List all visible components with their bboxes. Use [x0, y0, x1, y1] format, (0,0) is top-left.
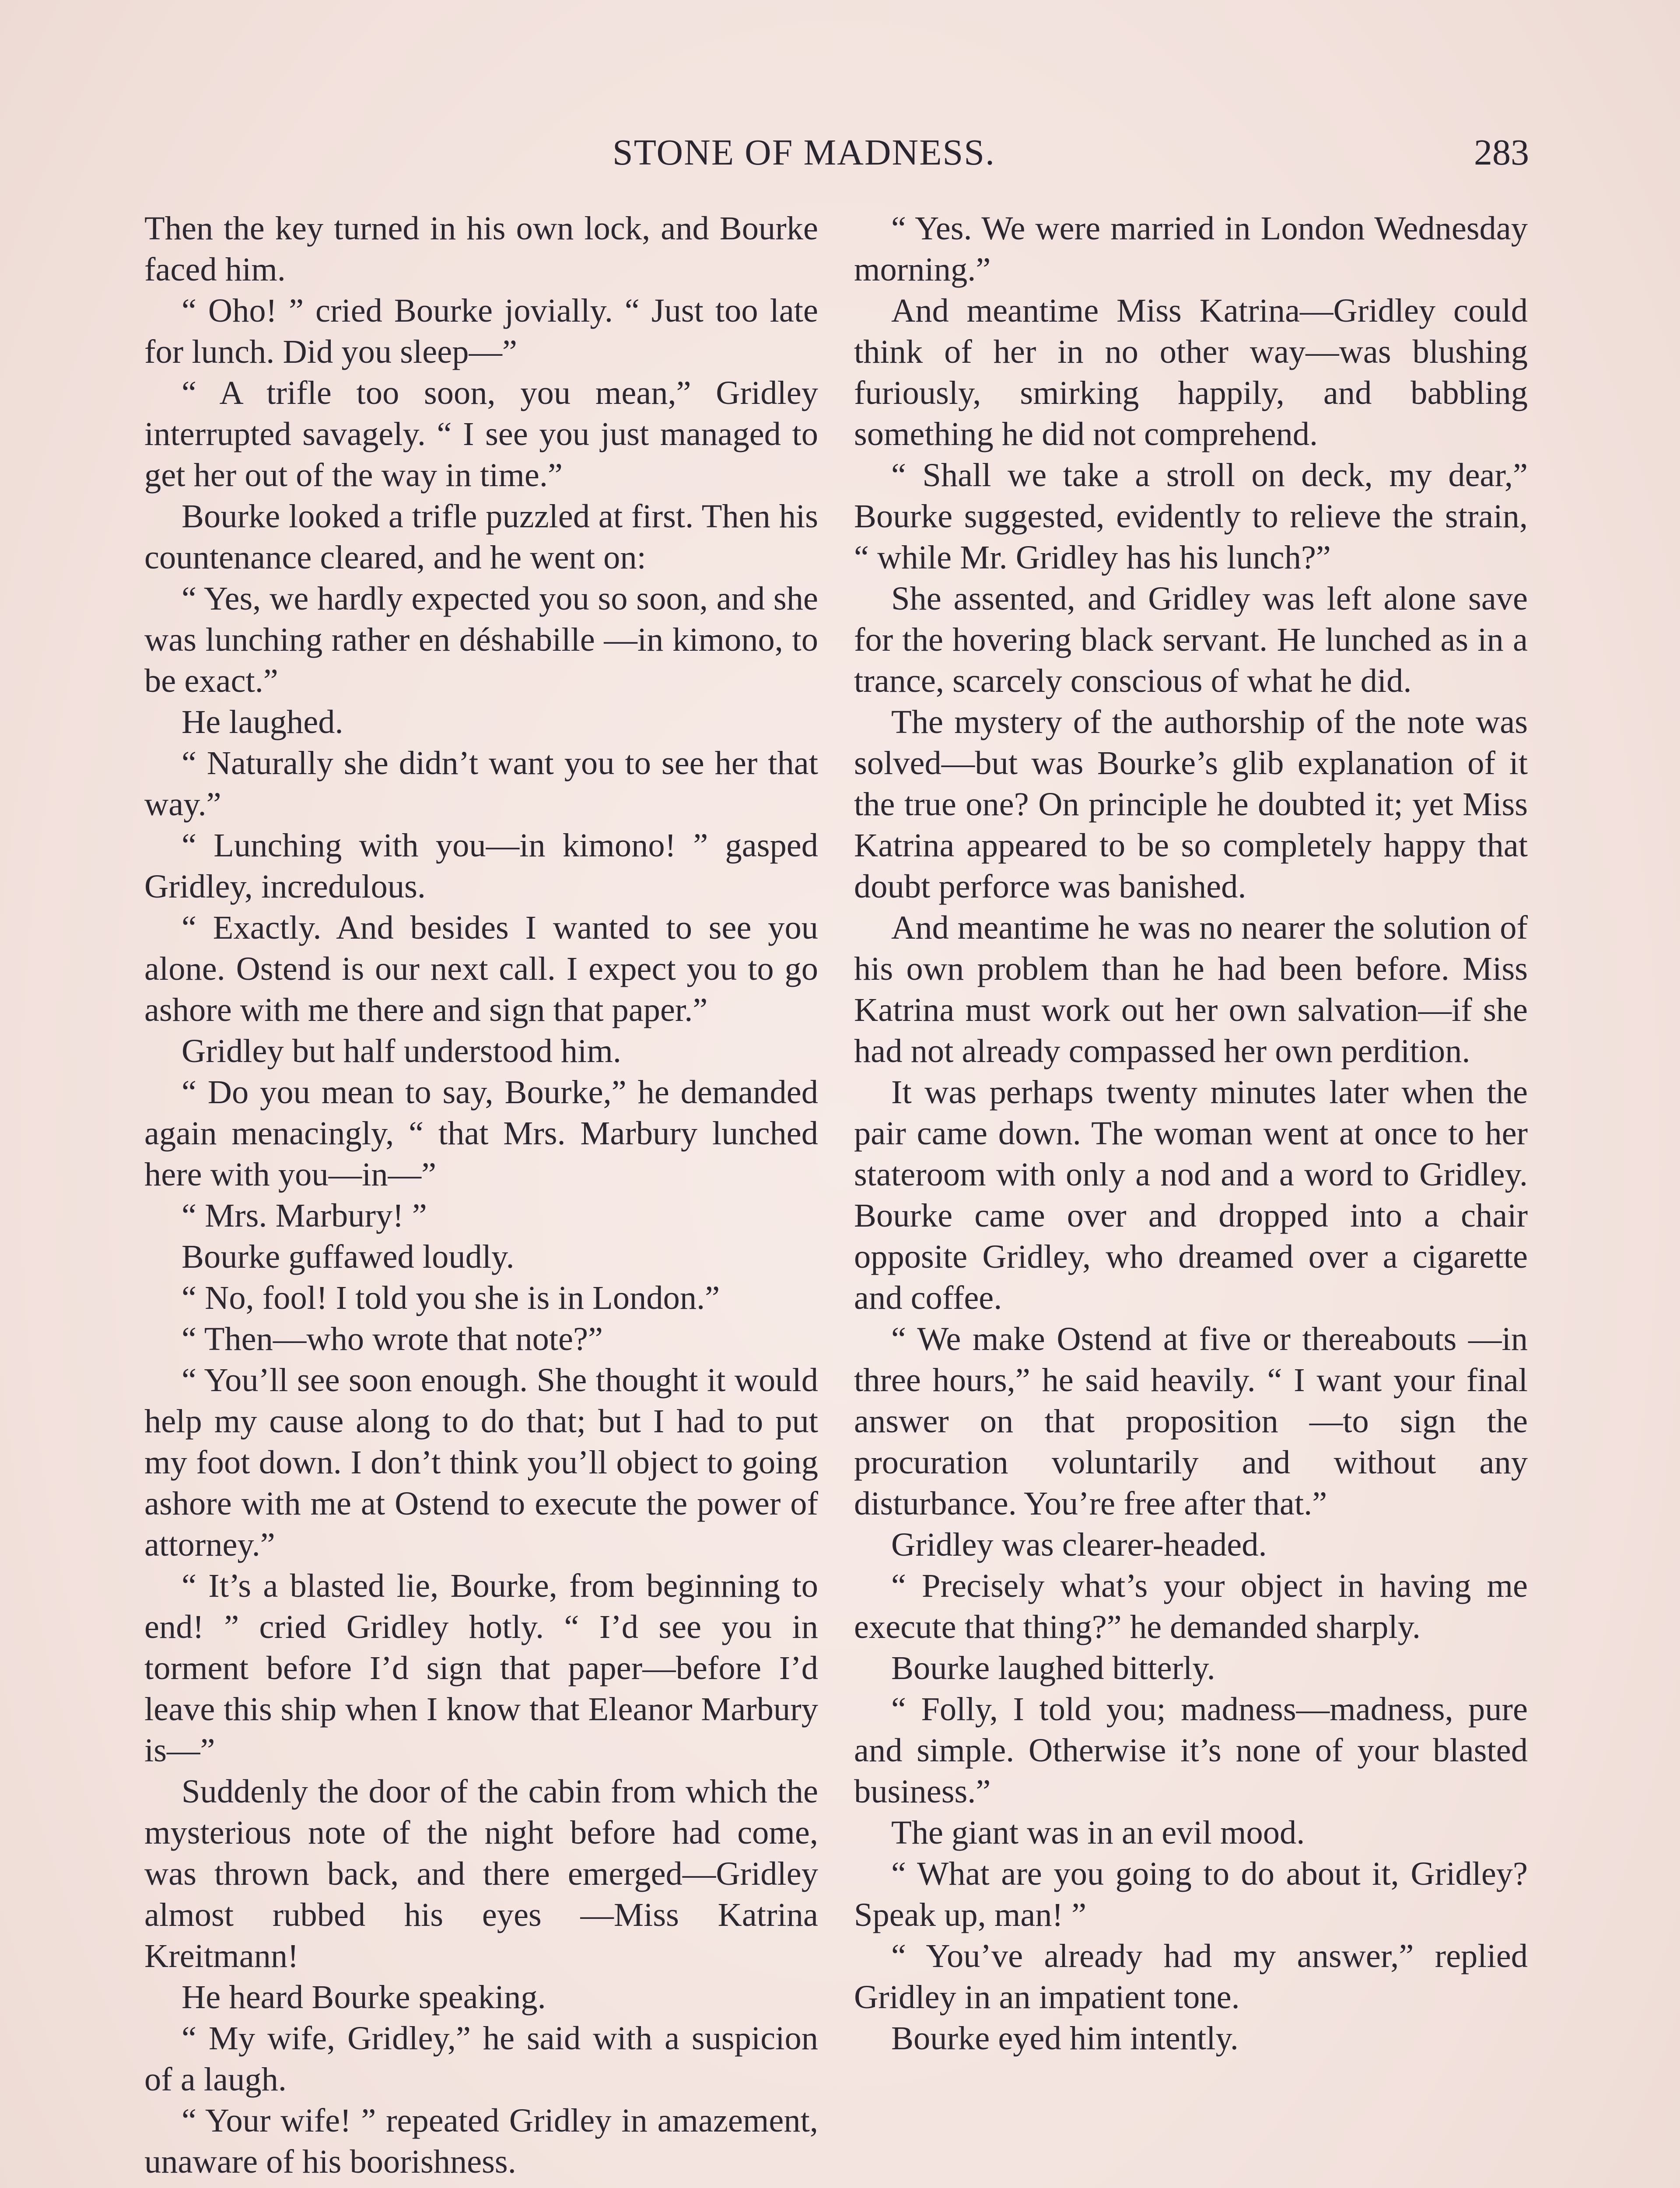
paragraph: “ Do you mean to say, Bourke,” he demanded again menacingly, “ that Mrs. Marbury lunched here with you—in—”	[144, 1073, 818, 1193]
paragraph: “ My wife, Gridley,” he said with a suspicion of a laugh.	[144, 2020, 818, 2098]
paragraph: Bourke eyed him intently.	[891, 2020, 1239, 2057]
paragraph: “ Then—who wrote that note?”	[182, 1320, 603, 1357]
paragraph: Gridley was clearer-headed.	[891, 1526, 1267, 1563]
paragraph: Then the key turned in his own lock, and Bourke faced him.	[144, 210, 818, 288]
paragraph: “ A trifle too soon, you mean,” Gridley interrupted savagely. “ I see you just managed to get her out of the way in time.”	[144, 374, 818, 494]
paragraph: “ No, fool! I told you she is in London.”	[182, 1279, 720, 1316]
paragraph: “ You’ll see soon enough. She thought it would help my cause along to do that; but I had to put my foot down. I don’t think you’ll object to going ashore with me at Ostend to execute the power of attorney.”	[144, 1361, 818, 1563]
running-title: STONE OF MADNESS.	[612, 132, 995, 173]
paragraph: “ Precisely what’s your object in having me execute that thing?” he demanded sharply.	[854, 1567, 1528, 1645]
paragraph: “ Yes. We were married in London Wednesday morning.”	[854, 210, 1528, 288]
left-column	[144, 208, 818, 2182]
paragraph: “ Your wife! ” repeated Gridley in amazement, unaware of his boorishness.	[144, 2102, 818, 2180]
paragraph: “ Mrs. Marbury! ”	[182, 1197, 427, 1234]
paragraph: “ Folly, I told you; madness—madness, pure and simple. Otherwise it’s none of your blasted business.”	[854, 1690, 1528, 1810]
paragraph: “ Oho! ” cried Bourke jovially. “ Just too late for lunch. Did you sleep—”	[144, 292, 818, 370]
paragraph: “ Shall we take a stroll on deck, my dear,” Bourke suggested, evidently to relieve the strain, “ while Mr. Gridley has his lunch?”	[854, 456, 1528, 576]
paragraph: Bourke guffawed loudly.	[182, 1238, 514, 1275]
paragraph: The mystery of the authorship of the note was solved—but was Bourke’s glib explanation of it the true one? On principle he doubted it; yet Miss Katrina appeared to be so completely happy that doubt perforce was banished.	[854, 703, 1528, 905]
paragraph: He laughed.	[182, 703, 343, 740]
right-column	[854, 208, 1528, 2059]
paragraph: The giant was in an evil mood.	[891, 1814, 1305, 1851]
paragraph: And meantime he was no nearer the solution of his own problem than he had been before. Miss Katrina must work out her own salvation—if she had not already compassed her own perdition.	[854, 909, 1528, 1069]
paragraph: “ It’s a blasted lie, Bourke, from beginning to end! ” cried Gridley hotly. “ I’d see you in torment before I’d sign that paper—before I’d leave this ship when I know that Eleanor Marbury is—”	[144, 1567, 818, 1769]
paragraph: “ Yes, we hardly expected you so soon, and she was lunching rather en déshabille —in kimono, to be exact.”	[144, 580, 818, 699]
paragraph: Suddenly the door of the cabin from which the mysterious note of the night before had come, was thrown back, and there emerged—Gridley almost rubbed his eyes —Miss Katrina Kreitmann!	[144, 1773, 818, 1974]
paragraph: “ What are you going to do about it, Gridley? Speak up, man! ”	[854, 1855, 1528, 1933]
paragraph: “ Naturally she didn’t want you to see her that way.”	[144, 744, 818, 823]
paragraph: “ You’ve already had my answer,” replied Gridley in an impatient tone.	[854, 1937, 1528, 2016]
paragraph: He heard Bourke speaking.	[182, 1978, 546, 2016]
paragraph: Bourke looked a trifle puzzled at first. Then his countenance cleared, and he went on:	[144, 498, 818, 576]
paragraph: And meantime Miss Katrina—Gridley could think of her in no other way—was blushing furiously, smirking happily, and babbling something he did not comprehend.	[854, 292, 1528, 452]
paragraph: “ Exactly. And besides I wanted to see you alone. Ostend is our next call. I expect you to go ashore with me there and sign that paper.”	[144, 909, 818, 1028]
paragraph: “ Lunching with you—in kimono! ” gasped Gridley, incredulous.	[144, 827, 818, 905]
paragraph: Bourke laughed bitterly.	[891, 1649, 1215, 1687]
paragraph: Gridley but half understood him.	[182, 1032, 621, 1069]
page-number: 283	[1474, 132, 1529, 173]
paragraph: She assented, and Gridley was left alone save for the hovering black servant. He lunched as in a trance, scarcely conscious of what he did.	[854, 580, 1528, 699]
paragraph: It was perhaps twenty minutes later when the pair came down. The woman went at once to her stateroom with only a nod and a word to Gridley. Bourke came over and dropped into a chair opposite Gridley, who dreamed over a cigarette and coffee.	[854, 1073, 1528, 1316]
paragraph: “ We make Ostend at five or thereabouts —in three hours,” he said heavily. “ I want your final answer on that proposition —to sign the procuration voluntarily and without any disturbance. You’re free after that.”	[854, 1320, 1528, 1522]
